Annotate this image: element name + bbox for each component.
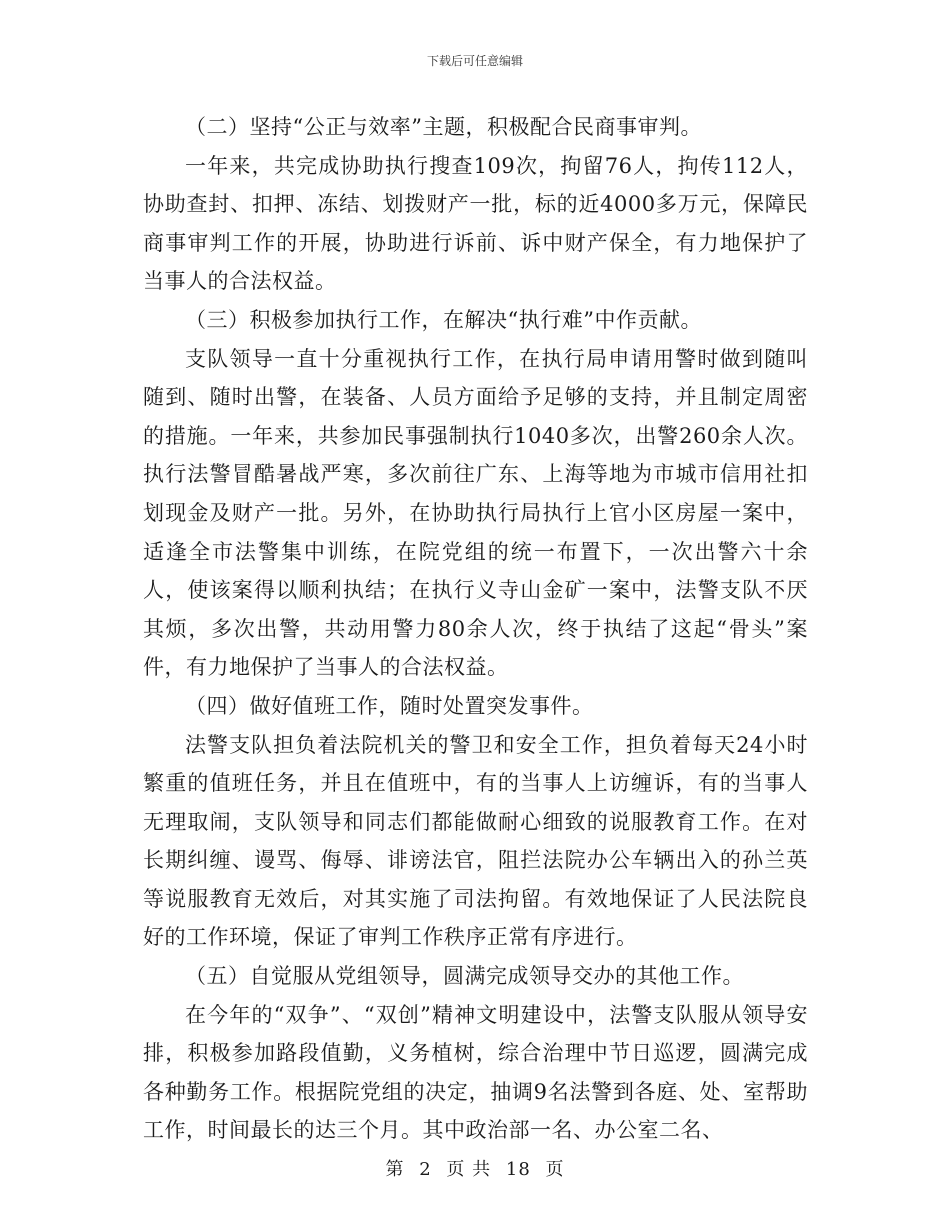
section-heading-2: （二）坚持“公正与效率”主题，积极配合民商事审判。 [185,115,702,139]
section-heading-3: （三）积极参加执行工作，在解决“执行难”中作贡献。 [185,307,702,332]
document-body [143,108,808,1150]
page-footer [0,1155,950,1181]
section-heading-5: （五）自觉服从党组领导，圆满完成领导交办的其他工作。 [185,964,744,989]
body-paragraph: 一年来，共完成协助执行搜查109次，拘留76人，拘传112人，协助查封、扣押、冻结、划拨财产一批，标的近4000多万元，保障民商事审判工作的开展，协助进行诉前、诉中财产保全，有力地保护了当事人的合法权益。 [143,153,808,294]
page-header-note: 下载后可任意编辑 [426,54,523,68]
page-current-number: 2 [419,1159,432,1180]
section-heading-4: （四）做好值班工作，随时处置突发事件。 [185,693,594,718]
page-suffix: 页 [545,1159,565,1180]
page-mid: 页 共 [446,1159,492,1180]
page-total-number: 18 [505,1159,531,1180]
body-paragraph: 法警支队担负着法院机关的警卫和安全工作，担负着每天24小时繁重的值班任务，并且在值班中，有的当事人上访缠诉，有的当事人无理取闹，支队领导和同志们都能做耐心细致的说服教育工作。在对长期纠缠、谩骂、侮辱、诽谤法官，阻拦法院办公车辆出入的孙兰英等说服教育无效后，对其实施了司法拘留。有效地保证了人民法院良好的工作环境，保证了审判工作秩序正常有序进行。 [143,732,808,950]
page-prefix: 第 [385,1159,405,1180]
body-paragraph: 支队领导一直十分重视执行工作，在执行局申请用警时做到随叫随到、随时出警，在装备、人员方面给予足够的支持，并且制定周密的措施。一年来，共参加民事强制执行1040多次，出警260余人次。执行法警冒酷暑战严寒，多次前往广东、上海等地为市城市信用社扣划现金及财产一批。另外，在协助执行局执行上官小区房屋一案中，适逢全市法警集中训练，在院党组的统一布置下，一次出警六十余人，使该案得以顺利执结；在执行义寺山金矿一案中，法警支队不厌其烦，多次出警，共动用警力80余人次，终于执结了这起“骨头”案件，有力地保护了当事人的合法权益。 [143,346,808,680]
body-paragraph: 在今年的“双争”、“双创”精神文明建设中，法警支队服从领导安排，积极参加路段值勤，义务植树，综合治理中节日巡逻，圆满完成各种勤务工作。根据院党组的决定，抽调9名法警到各庭、处、室帮助工作，时间最长的达三个月。其中政治部一名、办公室二名、 [143,1002,808,1143]
